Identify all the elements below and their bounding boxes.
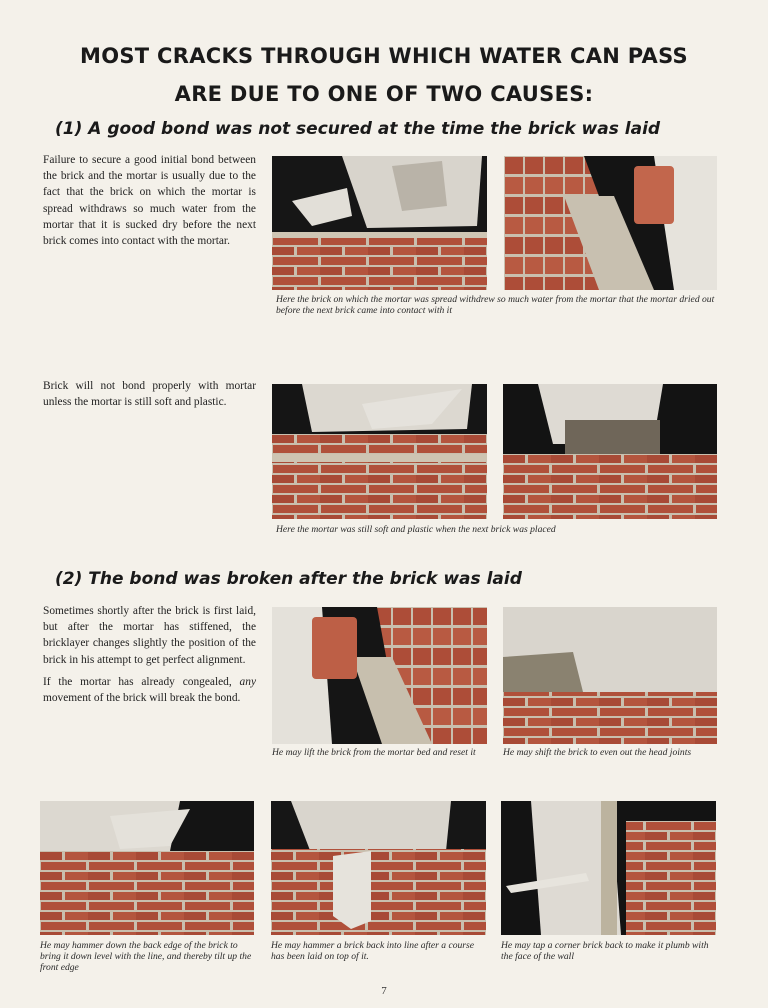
caption-lift-brick: He may lift the brick from the mortar bed and reset it: [272, 747, 476, 758]
photo-lift-brick: [272, 607, 487, 744]
page-title-line-2: ARE DUE TO ONE OF TWO CAUSES:: [174, 82, 594, 106]
page-number: 7: [381, 985, 387, 997]
cause-2-heading: (2) The bond was broken after the brick was laid: [55, 569, 522, 589]
cause-2-paragraph-2: [43, 674, 256, 706]
cause-2-text: [43, 603, 256, 712]
cause-1-paragraph-2-text: Brick will not bond properly with mortar unless the mortar is still soft and plastic.: [43, 380, 256, 409]
cause-1-caption-1: Here the brick on which the mortar was spread withdrew so much water from the mortar that the mortar dried out before the next brick came into contact with it: [276, 294, 715, 316]
page-title-line-1: MOST CRACKS THROUGH WHICH WATER CAN PASS: [80, 44, 688, 68]
photo-next-brick-placed: [503, 384, 717, 519]
cause-1-paragraph-1-text: Failure to secure a good initial bond between the brick and the mortar is usually due to the fact that the brick on which the mortar is spread withdraws so much water from the mortar that it is sucked dry before the next brick comes into contact with the mortar.: [43, 154, 256, 248]
caption-hammer-back-edge: He may hammer down the back edge of the brick to bring it down level with the line, and thereby tilt up the front edge: [40, 940, 252, 973]
cause-2-paragraph-1: Sometimes shortly after the brick is first laid, but after the mortar has stiffened, the bricklayer changes slightly the position of the brick in his attempt to get perfect alignment.: [43, 605, 256, 666]
cause-1-paragraph-2: [43, 378, 256, 416]
cause-1-paragraph-1: [43, 152, 256, 255]
photo-mortar-soft-spread: [272, 384, 487, 519]
photo-hammer-into-line: [271, 801, 486, 935]
cause-1-heading: (1) A good bond was not secured at the time the brick was laid: [55, 119, 661, 139]
photo-tap-corner-brick: [501, 801, 716, 935]
cause-2-paragraph-2-start: If the mortar has already congealed,: [43, 675, 240, 688]
photo-shift-brick: [503, 607, 717, 744]
photo-hammer-back-edge: [40, 801, 254, 935]
cause-2-paragraph-2-emphasis: any: [239, 675, 256, 688]
photo-brick-mortar-spread: [272, 156, 487, 290]
caption-hammer-into-line: He may hammer a brick back into line after a course has been laid on top of it.: [271, 940, 475, 962]
photo-brick-placed-on-wall: [504, 156, 717, 290]
caption-shift-brick: He may shift the brick to even out the head joints: [503, 747, 692, 758]
cause-2-paragraph-2-end: movement of the brick will break the bond.: [43, 692, 241, 705]
cause-1-caption-2: Here the mortar was still soft and plastic when the next brick was placed: [276, 524, 556, 535]
caption-tap-corner-brick: He may tap a corner brick back to make it plumb with the face of the wall: [501, 940, 709, 962]
